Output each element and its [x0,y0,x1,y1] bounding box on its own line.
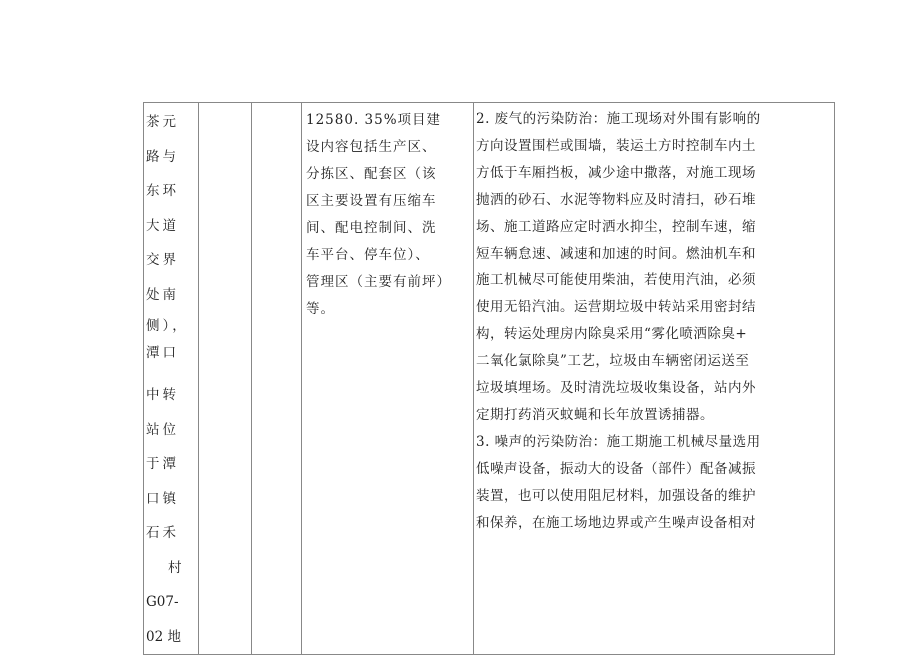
pollution-measures-cell [474,103,835,655]
measure-line: 定期打药消灭蚊蝇和长年放置诱捕器。 [476,406,714,423]
location-line: 中转 [146,387,179,403]
location-line: 于潭 [146,456,179,472]
measure-line: 垃圾填埋场。及时清洗垃圾收集设备，站内外 [476,380,756,397]
location-line: 东环 [146,183,179,199]
location-line: 大道 [146,217,179,234]
location-line: 交界 [146,252,179,268]
content-line: 等。 [306,301,335,317]
location-line: 村 [168,559,185,576]
location-line: 侧）， [146,318,189,334]
content-line: 12580. 35%项目建 [306,112,442,128]
measure-line: 场、施工道路应定时洒水抑尘，控制车速，缩 [476,218,756,235]
location-line: 口镇 [146,490,179,507]
location-cell [144,103,199,655]
project-content-cell [302,103,474,655]
table-row [144,103,835,655]
measure-line: 低噪声设备，振动大的设备（部件）配备减振 [476,460,756,477]
empty-cell [199,103,252,655]
measure-line: 3. 噪声的污染防治：施工期施工机械尽量选用 [476,433,761,450]
location-line: 处南 [146,286,179,303]
location-line: 石禾 [146,525,179,541]
content-line: 车平台、停车位）、 [306,247,430,263]
measure-line: 二氧化氯除臭”工艺，垃圾由车辆密闭运送至 [476,353,750,370]
measure-line: 方低于车厢挡板，减少途中撒落，对施工现场 [476,164,756,181]
content-line: 设内容包括生产区、 [306,139,437,155]
content-line: 间、配电控制间、洗 [306,220,437,236]
content-line: 管理区（主要有前坪） [306,274,451,290]
measure-line: 2. 废气的污染防治：施工现场对外围有影响的 [476,111,761,127]
measure-line: 抛洒的砂石、水泥等物料应及时清扫，砂石堆 [476,191,756,208]
measure-line: 装置，也可以使用阻尼材料，加强设备的维护 [476,487,756,504]
empty-cell [252,103,302,655]
location-line: 茶元 [146,114,179,130]
location-line: 02 地 [146,628,181,645]
measure-line: 方向设置围栏或围墙，装运土方时控制车内土 [476,137,756,154]
content-table [143,102,835,655]
location-line: 站位 [146,421,179,438]
content-line: 区主要设置有压缩车 [306,193,437,209]
location-line: G07- [146,594,179,610]
content-line: 分拣区、配套区（该 [306,166,437,182]
measure-line: 短车辆怠速、减速和加速的时间。燃油机车和 [476,245,756,262]
location-line: 路与 [146,148,179,165]
location-line: 潭口 [146,345,179,361]
measure-line: 构，转运处理房内除臭采用“雾化喷洒除臭+ [476,326,748,343]
measure-line: 和保养，在施工场地边界或产生噪声设备相对 [476,514,756,531]
measure-line: 使用无铅汽油。运营期垃圾中转站采用密封结 [476,299,756,316]
measure-line: 施工机械尽可能使用柴油，若使用汽油，必须 [476,272,756,289]
